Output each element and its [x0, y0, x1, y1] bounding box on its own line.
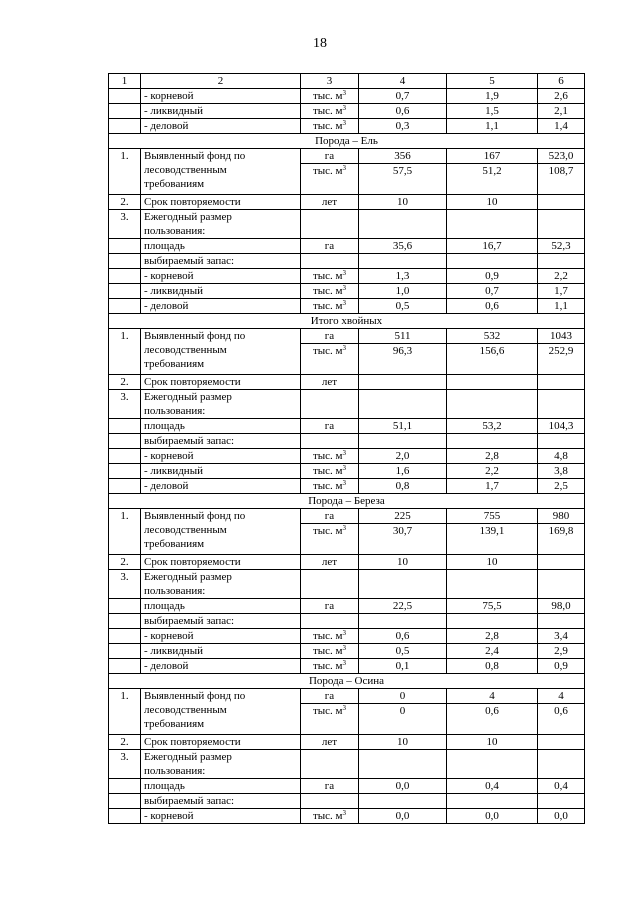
row-label: Выявленный фонд по лесоводственным требованиям: [141, 149, 301, 195]
value-cell: 0: [359, 689, 447, 704]
value-cell: [447, 570, 538, 599]
page-number: 18: [313, 36, 327, 51]
table-row: [109, 659, 585, 674]
row-number: 3.: [109, 570, 141, 599]
value-cell: [538, 555, 585, 570]
value-cell: 523,0: [538, 149, 585, 164]
value-cell: [538, 210, 585, 239]
unit-cell: тыс. $м^3$: [301, 524, 359, 555]
value-cell: [301, 750, 359, 779]
row-label: Выявленный фонд по лесоводственным требованиям: [141, 329, 301, 375]
value-cell: 1,1: [447, 119, 538, 134]
unit-cell: га: [301, 509, 359, 524]
row-label: Ежегодный размер пользования:: [141, 750, 301, 779]
unit-cell: тыс. $м^3$: [301, 119, 359, 134]
row-label: - деловой: [141, 479, 301, 494]
value-cell: 4: [538, 689, 585, 704]
row-number: [109, 599, 141, 614]
table-row: [109, 329, 585, 344]
row-number: 1.: [109, 149, 141, 195]
row-number: 2.: [109, 375, 141, 390]
row-number: [109, 104, 141, 119]
row-number: 1.: [109, 329, 141, 375]
table-row: [109, 239, 585, 254]
value-cell: 167: [447, 149, 538, 164]
value-cell: 0,0: [359, 809, 447, 824]
value-cell: 53,2: [447, 419, 538, 434]
table-row: [109, 89, 585, 104]
row-number: [109, 419, 141, 434]
table-row: [109, 794, 585, 809]
unit-cell: [301, 254, 359, 269]
row-label: - деловой: [141, 659, 301, 674]
value-cell: 4: [447, 689, 538, 704]
unit-cell: га: [301, 149, 359, 164]
table-row: [109, 119, 585, 134]
row-number: 1.: [109, 689, 141, 735]
value-cell: 0,0: [538, 809, 585, 824]
row-label: - корневой: [141, 809, 301, 824]
value-cell: 169,8: [538, 524, 585, 555]
value-cell: 0,0: [447, 809, 538, 824]
row-number: 2.: [109, 195, 141, 210]
unit-cell: тыс. $м^3$: [301, 644, 359, 659]
row-label: площадь: [141, 779, 301, 794]
forest-use-table: [108, 73, 585, 824]
table-row: [109, 375, 585, 390]
value-cell: 0,5: [359, 299, 447, 314]
row-number: [109, 779, 141, 794]
value-cell: 0,0: [359, 779, 447, 794]
value-cell: [301, 570, 359, 599]
value-cell: [359, 254, 447, 269]
table-row: [109, 614, 585, 629]
unit-cell: тыс. $м^3$: [301, 104, 359, 119]
row-label: Срок повторяемости: [141, 195, 301, 210]
value-cell: 2,2: [538, 269, 585, 284]
value-cell: 1,6: [359, 464, 447, 479]
value-cell: [359, 794, 447, 809]
section-title: Порода – Осина: [109, 674, 585, 689]
value-cell: 2,6: [538, 89, 585, 104]
unit-cell: лет: [301, 555, 359, 570]
value-cell: [301, 390, 359, 419]
unit-cell: тыс. $м^3$: [301, 299, 359, 314]
value-cell: 0,3: [359, 119, 447, 134]
table-row: [109, 269, 585, 284]
row-label: Срок повторяемости: [141, 555, 301, 570]
value-cell: [538, 614, 585, 629]
value-cell: 0,5: [359, 644, 447, 659]
value-cell: 0,7: [447, 284, 538, 299]
value-cell: 0,9: [447, 269, 538, 284]
table-row: [109, 644, 585, 659]
row-label: - деловой: [141, 299, 301, 314]
value-cell: [538, 390, 585, 419]
unit-cell: лет: [301, 195, 359, 210]
value-cell: 0,6: [359, 629, 447, 644]
row-label: - деловой: [141, 119, 301, 134]
section-row: [109, 134, 585, 149]
value-cell: 356: [359, 149, 447, 164]
value-cell: 108,7: [538, 164, 585, 195]
row-number: 3.: [109, 210, 141, 239]
column-number-header: 3: [301, 74, 359, 89]
table-row: [109, 509, 585, 524]
value-cell: 1043: [538, 329, 585, 344]
table-row: [109, 599, 585, 614]
value-cell: [538, 434, 585, 449]
table-row: [109, 419, 585, 434]
unit-cell: тыс. $м^3$: [301, 269, 359, 284]
value-cell: 0,8: [359, 479, 447, 494]
row-number: [109, 629, 141, 644]
value-cell: 51,2: [447, 164, 538, 195]
table-row: [109, 750, 585, 779]
row-label: Ежегодный размер пользования:: [141, 390, 301, 419]
value-cell: [447, 390, 538, 419]
table-row: [109, 254, 585, 269]
unit-cell: [301, 434, 359, 449]
section-row: [109, 674, 585, 689]
unit-cell: тыс. $м^3$: [301, 704, 359, 735]
value-cell: [359, 614, 447, 629]
unit-cell: га: [301, 779, 359, 794]
value-cell: 0,1: [359, 659, 447, 674]
value-cell: 0: [359, 704, 447, 735]
value-cell: 0,7: [359, 89, 447, 104]
unit-cell: [301, 794, 359, 809]
value-cell: 10: [447, 555, 538, 570]
column-number-header: 6: [538, 74, 585, 89]
value-cell: 2,5: [538, 479, 585, 494]
value-cell: [538, 794, 585, 809]
row-number: [109, 284, 141, 299]
value-cell: [359, 390, 447, 419]
value-cell: 0,6: [359, 104, 447, 119]
value-cell: [538, 254, 585, 269]
value-cell: 4,8: [538, 449, 585, 464]
unit-cell: тыс. $м^3$: [301, 164, 359, 195]
value-cell: [359, 570, 447, 599]
unit-cell: га: [301, 599, 359, 614]
value-cell: 1,9: [447, 89, 538, 104]
value-cell: 532: [447, 329, 538, 344]
table-row: [109, 149, 585, 164]
unit-cell: тыс. $м^3$: [301, 629, 359, 644]
value-cell: 225: [359, 509, 447, 524]
table-row: [109, 104, 585, 119]
table-row: [109, 449, 585, 464]
row-label: - ликвидный: [141, 644, 301, 659]
value-cell: [301, 210, 359, 239]
row-number: 1.: [109, 509, 141, 555]
value-cell: 1,3: [359, 269, 447, 284]
table-row: [109, 464, 585, 479]
unit-cell: [301, 614, 359, 629]
row-number: [109, 89, 141, 104]
row-number: [109, 119, 141, 134]
unit-cell: тыс. $м^3$: [301, 89, 359, 104]
row-label: выбираемый запас:: [141, 614, 301, 629]
column-number-header: 4: [359, 74, 447, 89]
row-label: площадь: [141, 239, 301, 254]
value-cell: [447, 375, 538, 390]
value-cell: [538, 570, 585, 599]
value-cell: 51,1: [359, 419, 447, 434]
value-cell: [447, 750, 538, 779]
row-label: Ежегодный размер пользования:: [141, 570, 301, 599]
value-cell: 156,6: [447, 344, 538, 375]
table-row: [109, 210, 585, 239]
row-label: - корневой: [141, 629, 301, 644]
table-row: [109, 779, 585, 794]
row-label: - корневой: [141, 89, 301, 104]
value-cell: 1,1: [538, 299, 585, 314]
value-cell: 2,0: [359, 449, 447, 464]
section-title: Итого хвойных: [109, 314, 585, 329]
unit-cell: га: [301, 689, 359, 704]
value-cell: 98,0: [538, 599, 585, 614]
value-cell: 0,4: [538, 779, 585, 794]
value-cell: [447, 254, 538, 269]
table-row: [109, 390, 585, 419]
unit-cell: тыс. $м^3$: [301, 659, 359, 674]
value-cell: [447, 210, 538, 239]
table-row: [109, 195, 585, 210]
value-cell: [538, 735, 585, 750]
row-number: [109, 644, 141, 659]
value-cell: 511: [359, 329, 447, 344]
value-cell: 10: [359, 195, 447, 210]
row-label: выбираемый запас:: [141, 794, 301, 809]
row-label: площадь: [141, 419, 301, 434]
row-number: [109, 479, 141, 494]
value-cell: 2,4: [447, 644, 538, 659]
row-label: площадь: [141, 599, 301, 614]
value-cell: 10: [447, 735, 538, 750]
value-cell: 57,5: [359, 164, 447, 195]
row-number: [109, 299, 141, 314]
row-number: [109, 794, 141, 809]
column-number-header: 1: [109, 74, 141, 89]
table-header-row: [109, 74, 585, 89]
value-cell: 3,4: [538, 629, 585, 644]
value-cell: 252,9: [538, 344, 585, 375]
row-label: Срок повторяемости: [141, 375, 301, 390]
row-number: 2.: [109, 735, 141, 750]
value-cell: 10: [359, 735, 447, 750]
value-cell: 1,7: [447, 479, 538, 494]
table-row: [109, 284, 585, 299]
value-cell: [447, 434, 538, 449]
value-cell: [538, 195, 585, 210]
value-cell: 1,4: [538, 119, 585, 134]
value-cell: 980: [538, 509, 585, 524]
row-number: 2.: [109, 555, 141, 570]
value-cell: 1,0: [359, 284, 447, 299]
table-row: [109, 570, 585, 599]
section-title: Порода – Ель: [109, 134, 585, 149]
unit-cell: тыс. $м^3$: [301, 479, 359, 494]
unit-cell: га: [301, 419, 359, 434]
row-number: [109, 239, 141, 254]
row-number: [109, 659, 141, 674]
row-label: Срок повторяемости: [141, 735, 301, 750]
section-row: [109, 494, 585, 509]
row-number: [109, 254, 141, 269]
unit-cell: га: [301, 329, 359, 344]
unit-cell: га: [301, 239, 359, 254]
row-number: [109, 434, 141, 449]
value-cell: 2,8: [447, 449, 538, 464]
table-row: [109, 555, 585, 570]
value-cell: 2,9: [538, 644, 585, 659]
value-cell: 2,8: [447, 629, 538, 644]
row-label: выбираемый запас:: [141, 434, 301, 449]
column-number-header: 2: [141, 74, 301, 89]
section-row: [109, 314, 585, 329]
unit-cell: тыс. $м^3$: [301, 284, 359, 299]
unit-cell: тыс. $м^3$: [301, 449, 359, 464]
value-cell: 35,6: [359, 239, 447, 254]
value-cell: 1,5: [447, 104, 538, 119]
table-row: [109, 735, 585, 750]
unit-cell: тыс. $м^3$: [301, 464, 359, 479]
value-cell: 2,2: [447, 464, 538, 479]
value-cell: 52,3: [538, 239, 585, 254]
value-cell: 0,8: [447, 659, 538, 674]
table-row: [109, 689, 585, 704]
value-cell: [447, 614, 538, 629]
row-label: - ликвидный: [141, 464, 301, 479]
value-cell: 2,1: [538, 104, 585, 119]
value-cell: 0,6: [447, 704, 538, 735]
value-cell: 10: [359, 555, 447, 570]
row-label: - корневой: [141, 269, 301, 284]
row-label: Ежегодный размер пользования:: [141, 210, 301, 239]
value-cell: 75,5: [447, 599, 538, 614]
row-number: [109, 614, 141, 629]
value-cell: 10: [447, 195, 538, 210]
value-cell: 0,6: [447, 299, 538, 314]
value-cell: 0,4: [447, 779, 538, 794]
value-cell: 30,7: [359, 524, 447, 555]
value-cell: [359, 434, 447, 449]
row-label: - корневой: [141, 449, 301, 464]
unit-cell: тыс. $м^3$: [301, 344, 359, 375]
value-cell: 755: [447, 509, 538, 524]
value-cell: 1,7: [538, 284, 585, 299]
row-label: Выявленный фонд по лесоводственным требованиям: [141, 509, 301, 555]
unit-cell: тыс. $м^3$: [301, 809, 359, 824]
value-cell: [538, 750, 585, 779]
row-label: - ликвидный: [141, 104, 301, 119]
table-row: [109, 434, 585, 449]
value-cell: 16,7: [447, 239, 538, 254]
value-cell: [359, 750, 447, 779]
value-cell: 3,8: [538, 464, 585, 479]
value-cell: 22,5: [359, 599, 447, 614]
value-cell: [538, 375, 585, 390]
value-cell: 0,6: [538, 704, 585, 735]
row-number: [109, 269, 141, 284]
column-number-header: 5: [447, 74, 538, 89]
value-cell: [359, 375, 447, 390]
unit-cell: лет: [301, 735, 359, 750]
value-cell: [359, 210, 447, 239]
table-row: [109, 479, 585, 494]
table-row: [109, 629, 585, 644]
row-number: [109, 809, 141, 824]
value-cell: [447, 794, 538, 809]
value-cell: 139,1: [447, 524, 538, 555]
section-title: Порода – Береза: [109, 494, 585, 509]
row-number: [109, 464, 141, 479]
value-cell: 0,9: [538, 659, 585, 674]
row-number: 3.: [109, 750, 141, 779]
table-row: [109, 299, 585, 314]
unit-cell: лет: [301, 375, 359, 390]
row-label: - ликвидный: [141, 284, 301, 299]
row-label: выбираемый запас:: [141, 254, 301, 269]
row-number: 3.: [109, 390, 141, 419]
row-label: Выявленный фонд по лесоводственным требованиям: [141, 689, 301, 735]
row-number: [109, 449, 141, 464]
value-cell: 104,3: [538, 419, 585, 434]
value-cell: 96,3: [359, 344, 447, 375]
table-row: [109, 809, 585, 824]
